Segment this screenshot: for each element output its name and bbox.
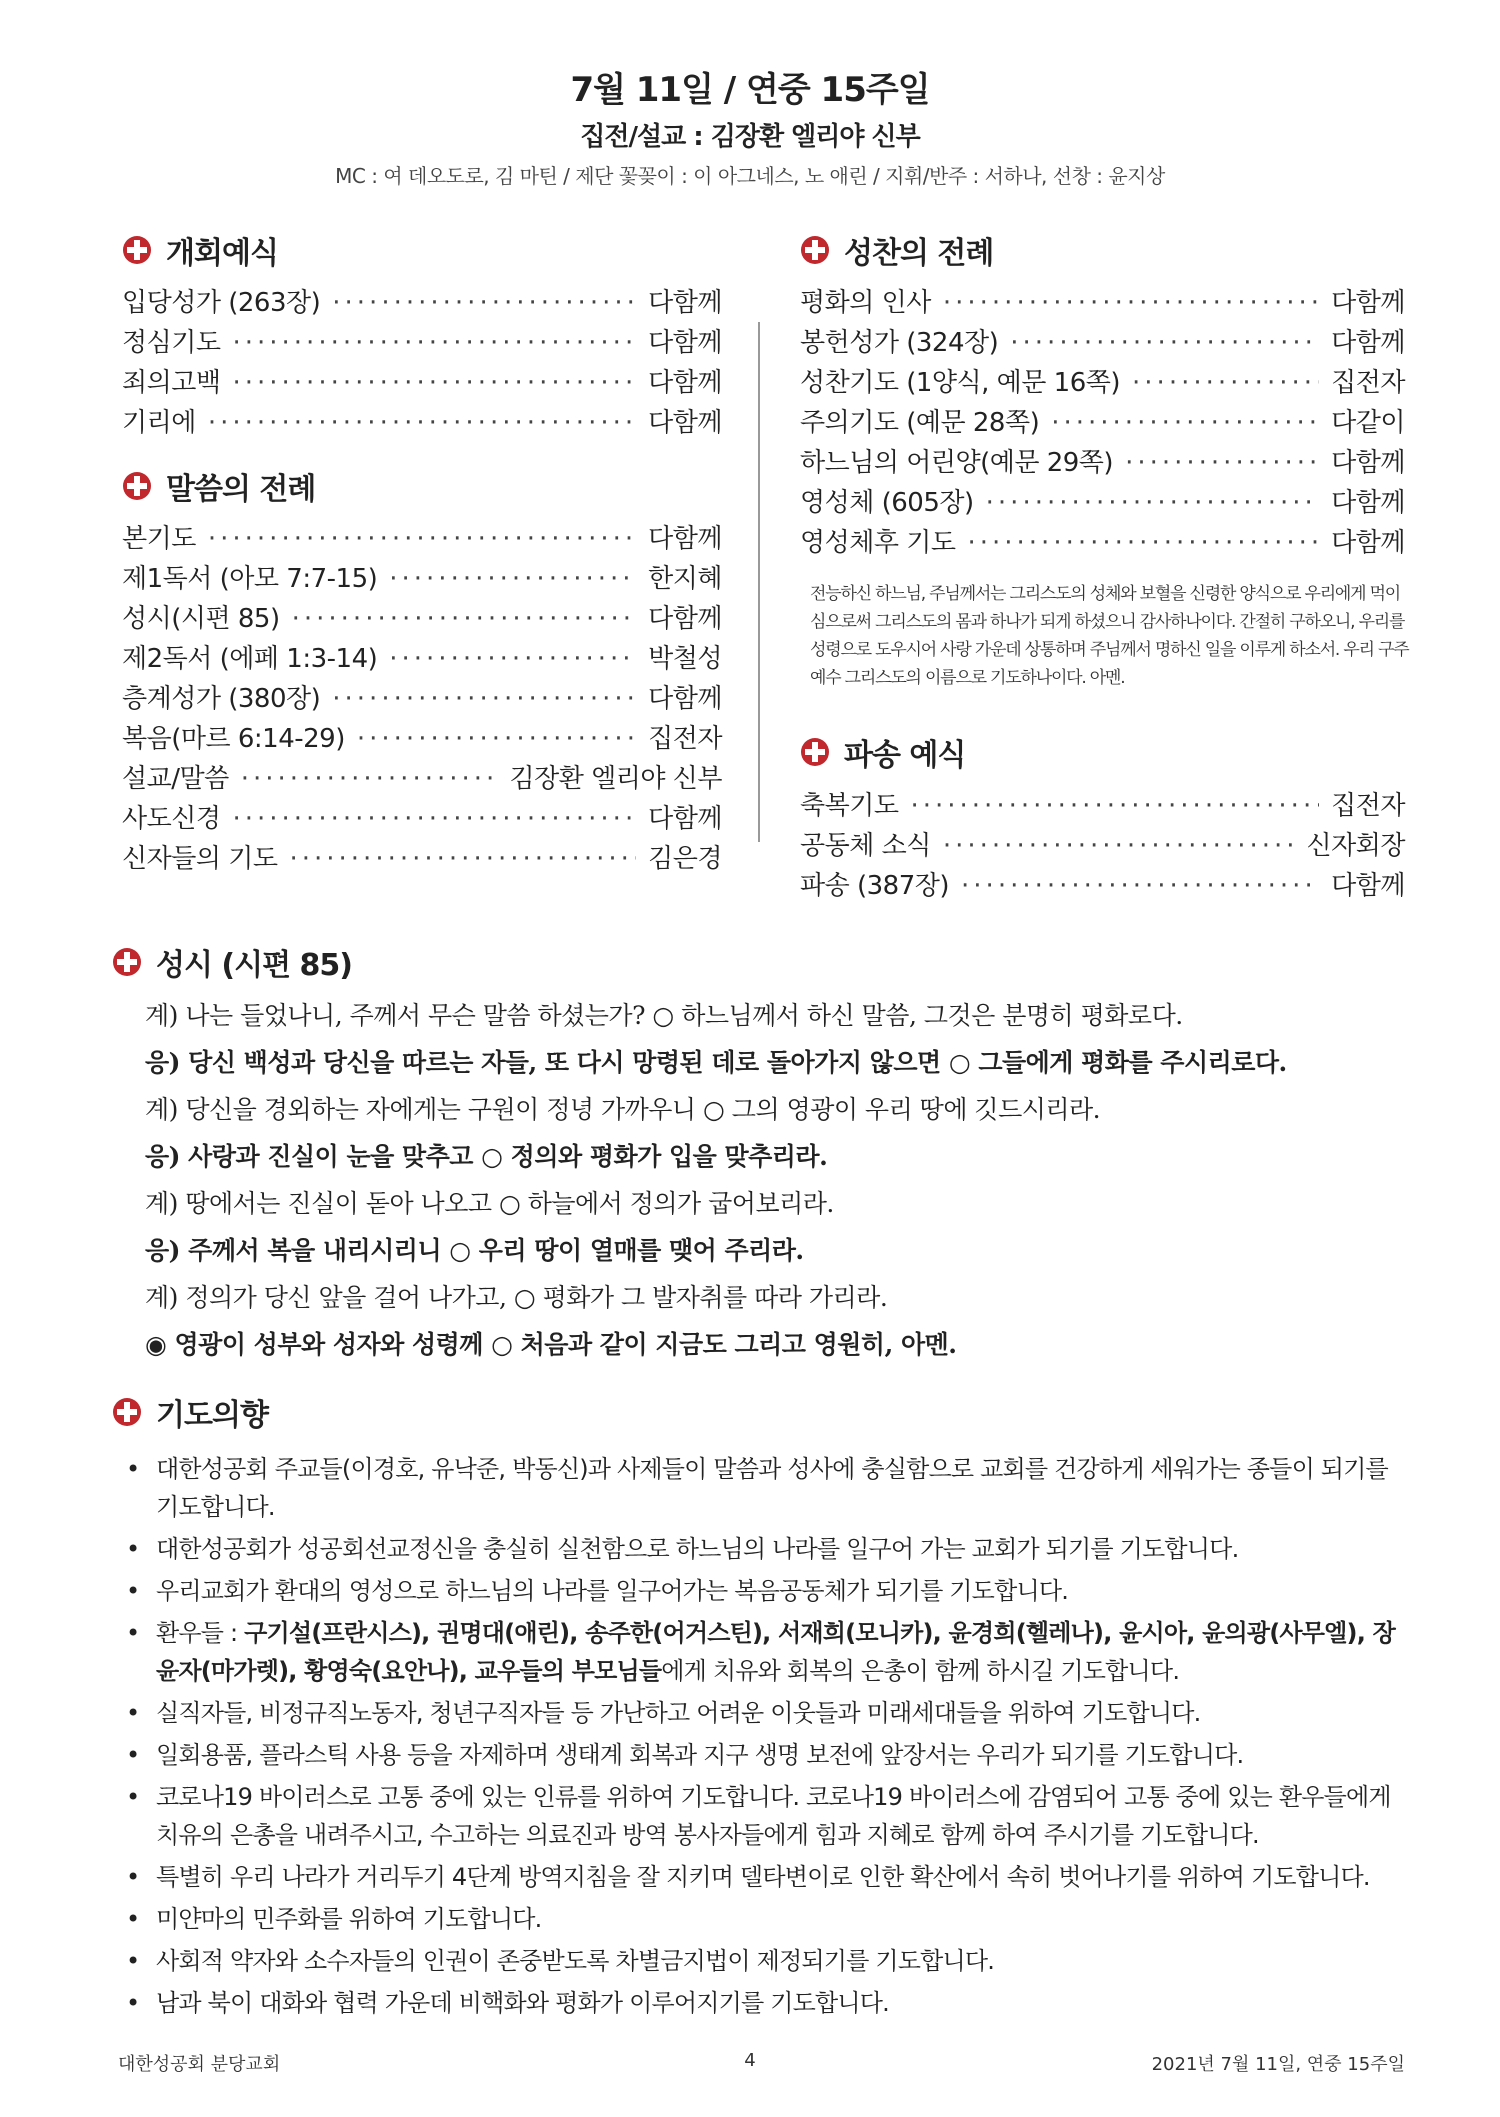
intention-text: 사회적 약자와 소수자들의 인권이 존중받도록 차별금지법이 제정되기를 기도합니다.	[156, 1947, 995, 1975]
leader-dots	[292, 604, 637, 634]
section-heading-label: 말씀의 전례	[166, 472, 316, 507]
section-heading-word	[122, 464, 315, 508]
list-item-performer: 다함께	[648, 524, 722, 554]
list-item-performer: 김은경	[648, 844, 722, 874]
intention-item	[118, 1984, 1403, 2022]
list-item-performer: 신자회장	[1306, 831, 1405, 861]
leader-dots	[389, 644, 636, 674]
intention-item	[118, 1694, 1403, 1732]
list-item	[800, 282, 1405, 322]
leader-dots	[289, 844, 636, 874]
list-item	[122, 678, 722, 718]
list-item	[122, 718, 722, 758]
list-item-label: 봉헌성가 (324장)	[800, 328, 999, 358]
leader-dots	[1125, 448, 1319, 478]
intention-prefix: 환우들 :	[156, 1619, 245, 1647]
leader-dots	[208, 408, 636, 438]
leader-dots	[232, 804, 636, 834]
intention-item	[118, 1942, 1403, 1980]
list-item-label: 하느님의 어린양(예문 29쪽)	[800, 448, 1114, 478]
red-cross-circle-icon	[800, 235, 830, 265]
credits-line: MC : 여 데오도로, 김 마틴 / 제단 꽃꽂이 : 이 아그네스, 노 애린 / 지휘/반주 : 서하나, 선창 : 윤지상	[335, 164, 1165, 188]
intention-text: 실직자들, 비정규직노동자, 청년구직자들 등 가난하고 어려운 이웃들과 미래세대들을 위하여 기도합니다.	[156, 1699, 1201, 1727]
list-item-label: 본기도	[122, 524, 196, 554]
list-item	[800, 522, 1405, 562]
section-heading-label: 개회예식	[166, 236, 278, 271]
list-item	[122, 322, 722, 362]
list-item	[800, 322, 1405, 362]
list-item	[122, 362, 722, 402]
intention-text: 우리교회가 환대의 영성으로 하느님의 나라를 일구어가는 복음공동체가 되기를 기도합니다.	[156, 1577, 1069, 1605]
list-item-label: 공동체 소식	[800, 831, 931, 861]
psalm-verse-leader: 계) 나는 들었나니, 주께서 무슨 말씀 하셨는가? ○ 하느님께서 하신 말씀, 그것은 분명히 평화로다.	[145, 1001, 1183, 1030]
list-item-performer: 다함께	[1331, 871, 1405, 901]
list-item-label: 신자들의 기도	[122, 844, 278, 874]
leader-dots	[232, 368, 636, 398]
list-item-label: 성시(시편 85)	[122, 604, 280, 634]
bullet-icon: •	[126, 1455, 140, 1483]
psalm-verse-leader: 계) 정의가 당신 앞을 걸어 나가고, ○ 평화가 그 발자취를 따라 가리라.	[145, 1283, 888, 1312]
leader-dots	[910, 791, 1319, 821]
list-item-performer: 집전자	[1331, 791, 1405, 821]
list-item-performer: 다함께	[648, 368, 722, 398]
leader-dots	[389, 564, 636, 594]
intention-item	[118, 1450, 1403, 1526]
bullet-icon: •	[126, 1577, 140, 1605]
bullet-icon: •	[126, 1699, 140, 1727]
list-item	[800, 482, 1405, 522]
leader-dots	[961, 871, 1319, 901]
list-item-label: 주의기도 (예문 28쪽)	[800, 408, 1040, 438]
list-item	[800, 865, 1405, 905]
section-heading-opening	[122, 228, 278, 272]
list-item-performer: 다함께	[1331, 488, 1405, 518]
intention-text: 남과 북이 대화와 협력 가운데 비핵화와 평화가 이루어지기를 기도합니다.	[156, 1989, 889, 2017]
list-item	[800, 785, 1405, 825]
list-item-performer: 다함께	[648, 328, 722, 358]
eucharist-list	[800, 282, 1405, 562]
intention-item	[118, 1778, 1403, 1854]
red-cross-circle-icon	[112, 1397, 142, 1427]
list-item-label: 평화의 인사	[800, 288, 931, 318]
red-cross-circle-icon	[112, 947, 142, 977]
opening-list	[122, 282, 722, 442]
section-heading-dismissal	[800, 730, 965, 774]
list-item-performer: 다함께	[648, 684, 722, 714]
intention-text: 특별히 우리 나라가 거리두기 4단계 방역지침을 잘 지키며 델타변이로 인한 확산에서 속히 벗어나기를 위하여 기도합니다.	[156, 1863, 1370, 1891]
intention-item	[118, 1572, 1403, 1610]
list-item	[122, 758, 722, 798]
list-item	[800, 442, 1405, 482]
intention-item	[118, 1530, 1403, 1568]
list-item-label: 복음(마르 6:14-29)	[122, 724, 345, 754]
list-item-performer: 다함께	[648, 408, 722, 438]
list-item-label: 정심기도	[122, 328, 221, 358]
list-item	[122, 798, 722, 838]
list-item-performer: 박철성	[648, 644, 722, 674]
red-cross-circle-icon	[800, 737, 830, 767]
section-heading-label: 성찬의 전례	[844, 236, 994, 271]
leader-dots	[208, 524, 636, 554]
bullet-icon: •	[126, 1863, 140, 1891]
footer-church-name: 대한성공회 분당교회	[118, 2054, 281, 2075]
intention-text: 미얀마의 민주화를 위하여 기도합니다.	[156, 1905, 542, 1933]
bullet-icon: •	[126, 1619, 140, 1647]
intention-item	[118, 1614, 1403, 1690]
bullet-icon: •	[126, 1741, 140, 1769]
intention-item	[118, 1900, 1403, 1938]
dismissal-list	[800, 785, 1405, 905]
word-list	[122, 518, 722, 878]
psalm-verse-leader: 계) 땅에서는 진실이 돋아 나오고 ○ 하늘에서 정의가 굽어보리라.	[145, 1189, 834, 1218]
list-item-performer: 집전자	[648, 724, 722, 754]
list-item-label: 제2독서 (에페 1:3-14)	[122, 644, 378, 674]
column-divider	[758, 322, 760, 842]
intentions-list	[118, 1450, 1403, 2026]
list-item-label: 성찬기도 (1양식, 예문 16쪽)	[800, 368, 1121, 398]
psalm-verse-leader: 계) 당신을 경외하는 자에게는 구원이 정녕 가까우니 ○ 그의 영광이 우리 땅에 깃드시리라.	[145, 1095, 1101, 1124]
list-item	[800, 362, 1405, 402]
psalm-verse-response: 응) 사랑과 진실이 눈을 맞추고 ○ 정의와 평화가 입을 맞추리라.	[145, 1142, 828, 1171]
list-item-performer: 다함께	[1331, 448, 1405, 478]
leader-dots	[1010, 328, 1319, 358]
list-item-performer: 다함께	[648, 804, 722, 834]
list-item-label: 축복기도	[800, 791, 899, 821]
footer-page-number: 4	[744, 2050, 756, 2071]
intention-item	[118, 1736, 1403, 1774]
list-item	[122, 598, 722, 638]
leader-dots	[357, 724, 636, 754]
list-item-performer: 다함께	[648, 604, 722, 634]
psalm-verse-response: 응) 주께서 복을 내리시리니 ○ 우리 땅이 열매를 맺어 주리라.	[145, 1236, 804, 1265]
list-item-performer: 다함께	[648, 288, 722, 318]
section-heading-eucharist	[800, 228, 993, 272]
red-cross-circle-icon	[122, 471, 152, 501]
section-heading-label: 기도의향	[156, 1398, 268, 1433]
list-item-performer: 집전자	[1331, 368, 1405, 398]
bullet-icon: •	[126, 1947, 140, 1975]
intention-text: 대한성공회가 성공회선교정신을 충실히 실천함으로 하느님의 나라를 일구어 가는 교회가 되기를 기도합니다.	[156, 1535, 1239, 1563]
list-item-performer: 다같이	[1331, 408, 1405, 438]
psalm-text	[145, 996, 1425, 1372]
leader-dots	[332, 288, 636, 318]
list-item-label: 파송 (387장)	[800, 871, 950, 901]
leader-dots	[967, 528, 1319, 558]
list-item-label: 죄의고백	[122, 368, 221, 398]
list-item	[122, 402, 722, 442]
list-item	[122, 282, 722, 322]
red-cross-circle-icon	[122, 235, 152, 265]
list-item-performer: 김장환 엘리야 신부	[509, 764, 722, 794]
post-communion-prayer: 전능하신 하느님, 주님께서는 그리스도의 성체와 보혈을 신령한 양식으로 우리에게 먹이심으로써 그리스도의 몸과 하나가 되게 하셨으니 감사하나이다. 간절히 구하오니, 우리를 성령으로 도우시어 사랑 가운데 상통하며 주님께서 명하신 일을 이루게 하소서. 우리 구주 예수 그리스도의 이름으로 기도하나이다. 아멘.	[810, 584, 1409, 688]
leader-dots	[943, 288, 1319, 318]
intention-text: 대한성공회 주교들(이경호, 유낙준, 박동신)과 사제들이 말씀과 성사에 충실함으로 교회를 건강하게 세워가는 종들이 되기를 기도합니다.	[156, 1455, 1388, 1521]
list-item	[122, 638, 722, 678]
list-item	[800, 402, 1405, 442]
list-item-label: 층계성가 (380장)	[122, 684, 321, 714]
list-item	[800, 825, 1405, 865]
leader-dots	[1132, 368, 1319, 398]
leader-dots	[241, 764, 498, 794]
footer-date: 2021년 7월 11일, 연중 15주일	[1151, 2054, 1405, 2075]
intention-text	[156, 1619, 1395, 1685]
bullet-icon: •	[126, 1783, 140, 1811]
list-item-label: 기리에	[122, 408, 196, 438]
list-item-label: 입당성가 (263장)	[122, 288, 321, 318]
leader-dots	[1051, 408, 1319, 438]
list-item	[122, 838, 722, 878]
list-item-label: 영성체후 기도	[800, 528, 956, 558]
page-title: 7월 11일 / 연중 15주일	[570, 70, 930, 110]
list-item-performer: 다함께	[1331, 328, 1405, 358]
list-item-performer: 다함께	[1331, 528, 1405, 558]
leader-dots	[986, 488, 1319, 518]
list-item	[122, 518, 722, 558]
celebrant-line: 집전/설교 : 김장환 엘리야 신부	[580, 122, 920, 152]
intention-suffix: 에게 치유와 회복의 은총이 함께 하시길 기도합니다.	[661, 1657, 1180, 1685]
list-item	[122, 558, 722, 598]
leader-dots	[943, 831, 1295, 861]
bullet-icon: •	[126, 1905, 140, 1933]
intention-item	[118, 1858, 1403, 1896]
section-heading-label: 파송 예식	[844, 738, 966, 773]
intention-text: 일회용품, 플라스틱 사용 등을 자제하며 생태계 회복과 지구 생명 보전에 앞장서는 우리가 되기를 기도합니다.	[156, 1741, 1244, 1769]
psalm-doxology: ◉ 영광이 성부와 성자와 성령께 ○ 처음과 같이 지금도 그리고 영원히, 아멘.	[145, 1330, 957, 1359]
list-item-performer: 한지혜	[648, 564, 722, 594]
leader-dots	[232, 328, 636, 358]
list-item-label: 설교/말씀	[122, 764, 229, 794]
leader-dots	[332, 684, 636, 714]
psalm-verse-response: 응) 당신 백성과 당신을 따르는 자들, 또 다시 망령된 데로 돌아가지 않으면 ○ 그들에게 평화를 주시리로다.	[145, 1048, 1287, 1077]
section-heading-label: 성시 (시편 85)	[156, 948, 352, 983]
bullet-icon: •	[126, 1989, 140, 2017]
patient-names: 구기설(프란시스), 권명대(애린), 송주한(어거스틴), 서재희(모니카), 윤경희(헬레나), 윤시아, 윤의광(사무엘), 장윤자(마가렛), 황영숙(요안나), 교우들의 부모님들	[156, 1619, 1395, 1685]
list-item-performer: 다함께	[1331, 288, 1405, 318]
bullet-icon: •	[126, 1535, 140, 1563]
section-heading-psalm	[112, 940, 352, 984]
list-item-label: 영성체 (605장)	[800, 488, 974, 518]
intention-text: 코로나19 바이러스로 고통 중에 있는 인류를 위하여 기도합니다. 코로나19 바이러스에 감염되어 고통 중에 있는 환우들에게 치유의 은총을 내려주시고, 수고하는 의료진과 방역 봉사자들에게 힘과 지혜로 함께 하여 주시기를 기도합니다.	[156, 1783, 1391, 1849]
section-heading-intentions	[112, 1390, 268, 1434]
list-item-label: 제1독서 (아모 7:7-15)	[122, 564, 378, 594]
list-item-label: 사도신경	[122, 804, 221, 834]
